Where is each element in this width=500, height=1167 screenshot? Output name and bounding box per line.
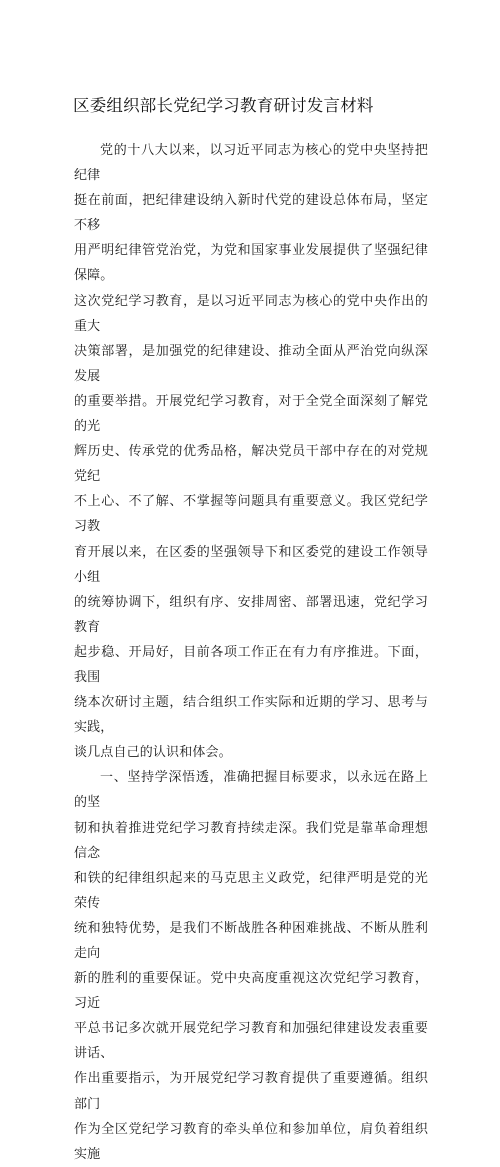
body-paragraph-intro: 党的十八大以来，以习近平同志为核心的党中央坚持把纪律 挺在前面，把纪律建设纳入新时代党的建设总体布局，坚定不移 用严明纪律管党治党，为党和国家事业发展提供了坚强纪律保障。 这次党纪学习教育，是以习近平同志为核心的党中央作出的重大 决策部署，是加强党的纪律建设、推动全面从严治党向纵深发展 的重要举措。开展党纪学习教育，对于全党全面深刻了解党的光 辉历史、传承党的优秀品格，解决党员干部中存在的对党规党纪 不上心、不了解、不掌握等问题具有重要意义。我区党纪学习教 育开展以来，在区委的坚强领导下和区委党的建设工作领导小组 的统筹协调下，组织有序、安排周密、部署迅速，党纪学习教育 起步稳、开局好，目前各项工作正在有力有序推进。下面，我围 绕本次研讨主题，结合组织工作实际和近期的学习、思考与实践， 谈几点自己的认识和体会。 — [74, 143, 428, 761]
body-paragraph-section-one: 一、坚持学深悟透，准确把握目标要求，以永远在路上的坚 韧和执着推进党纪学习教育持续走深。我们党是靠革命理想信念 和铁的纪律组织起来的马克思主义政党，纪律严明是党的光荣传 统和独特优势，是我们不断战胜各种困难挑战、不断从胜利走向 新的胜利的重要保证。党中央高度重视这次党纪学习教育，习近 平总书记多次就开展党纪学习教育和加强纪律建设发表重要讲话、 作出重要指示，为开展党纪学习教育提供了重要遵循。组织部门 作为全区党纪学习教育的牵头单位和参加单位，肩负着组织实施 — [74, 770, 428, 1162]
document-body — [74, 138, 428, 1167]
page-title: 区委组织部长党纪学习教育研讨发言材料 — [73, 96, 374, 115]
